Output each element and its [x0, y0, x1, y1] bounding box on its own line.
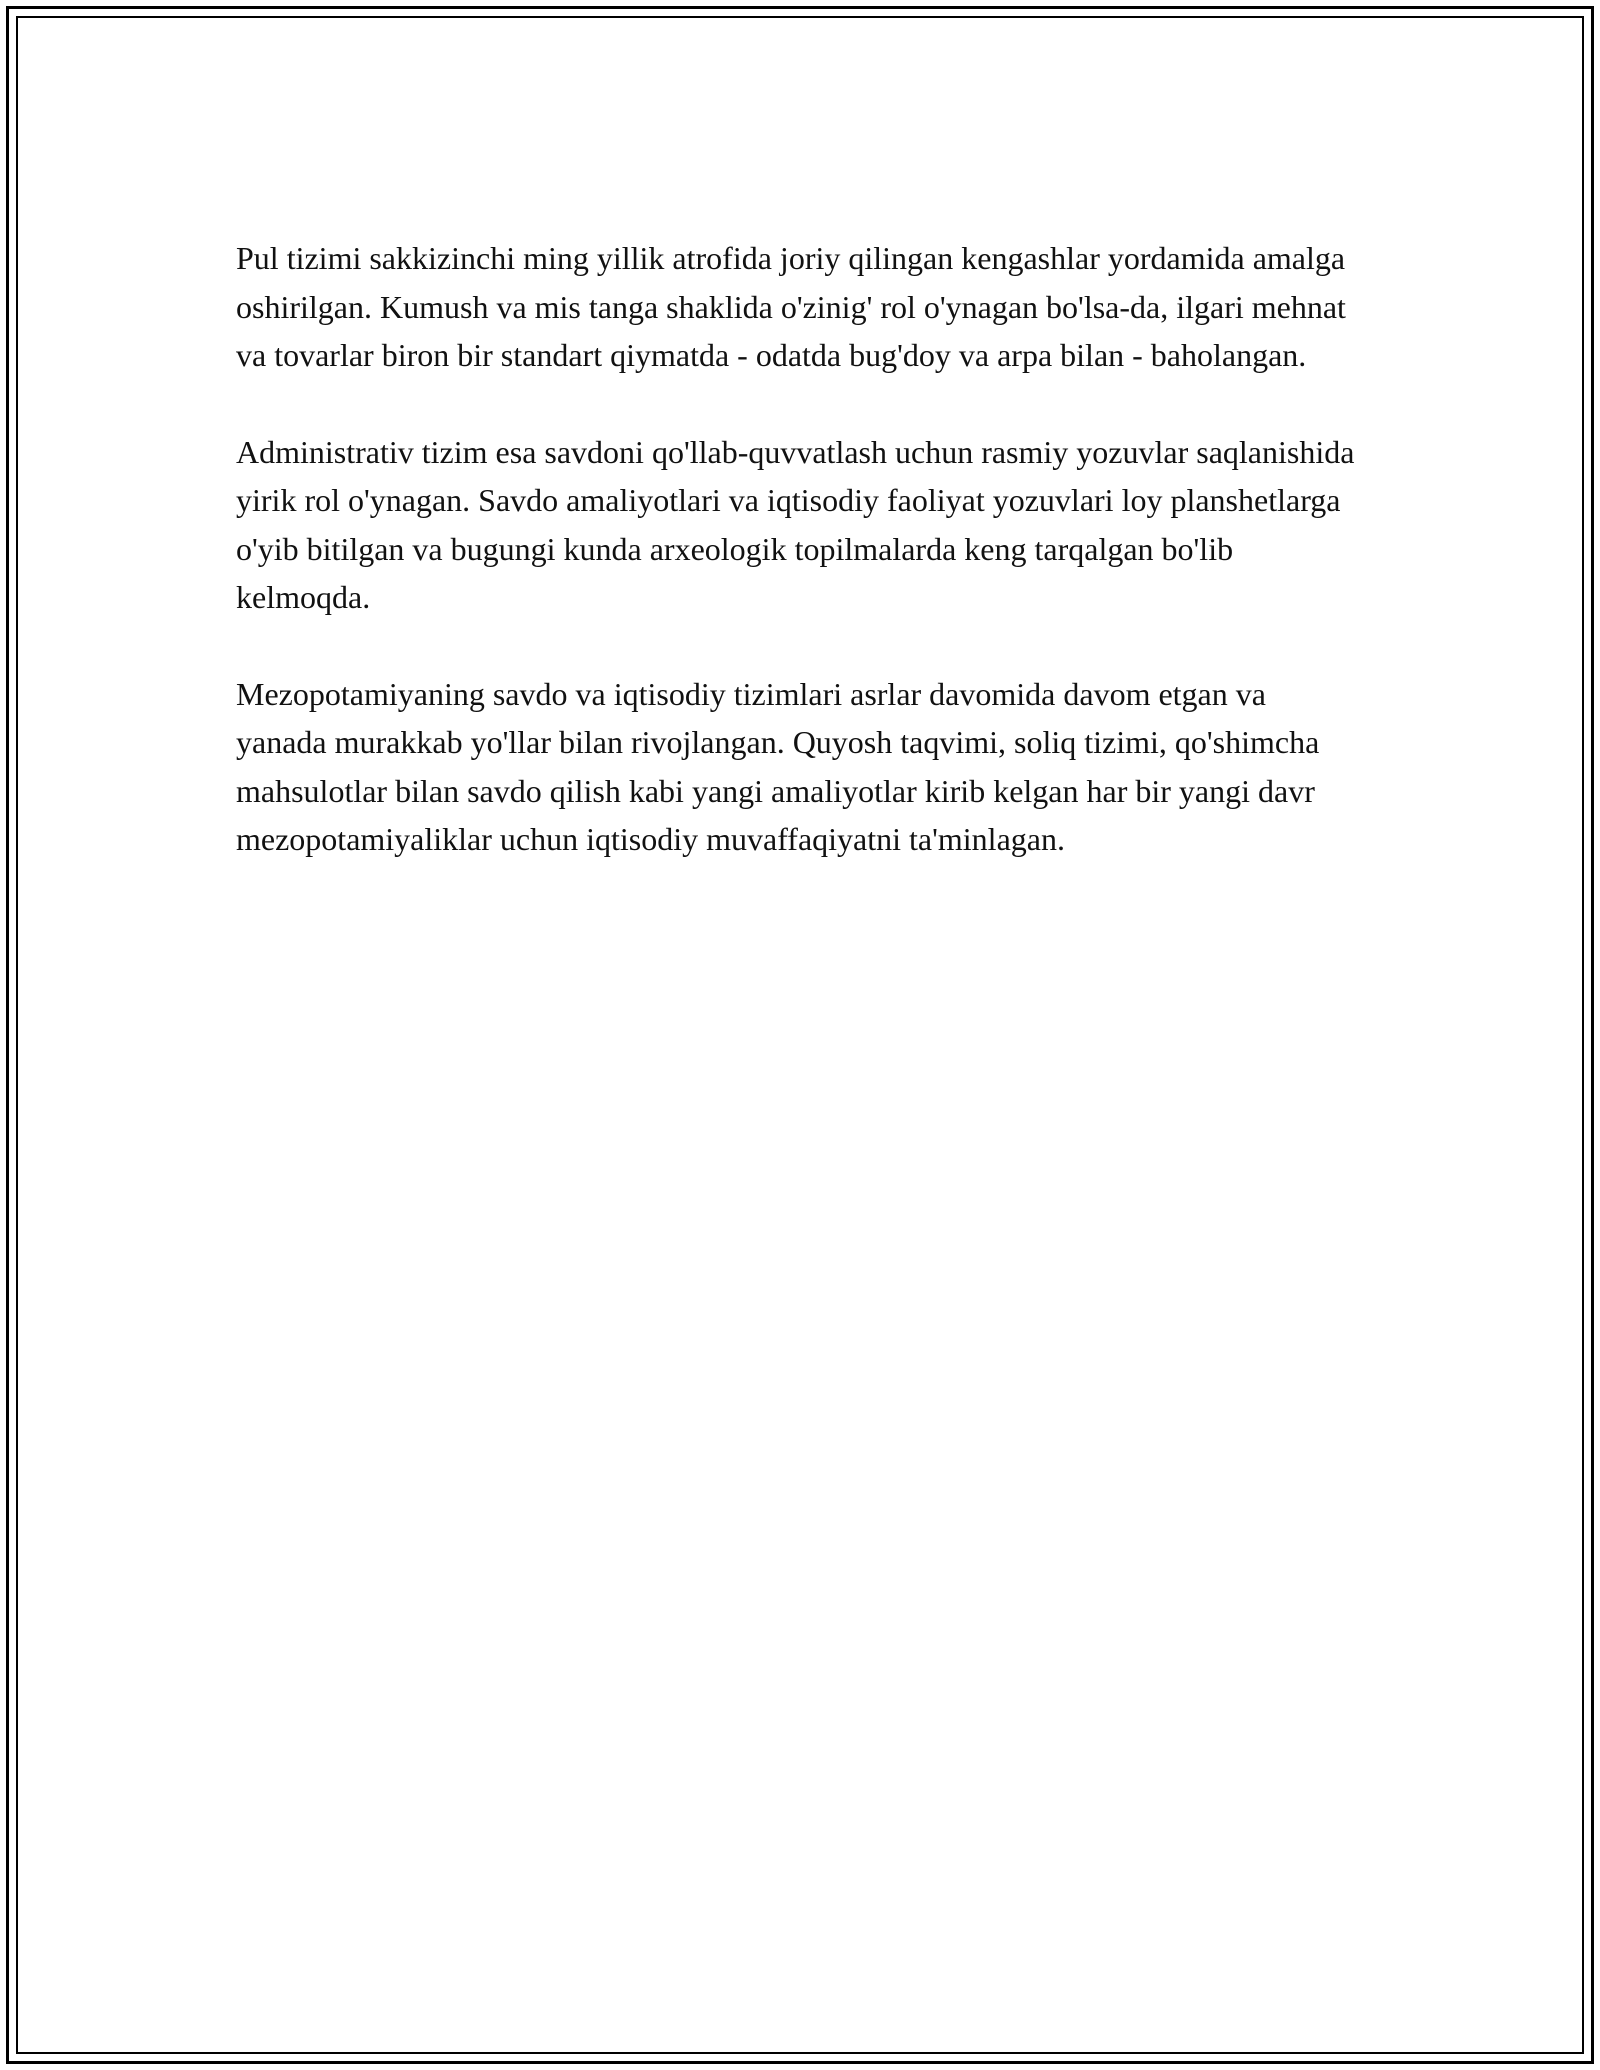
- document-body: [236, 234, 1356, 912]
- paragraph-2: Administrativ tizim esa savdoni qo'llab-quvvatlash uchun rasmiy yozuvlar saqlanishida yirik rol o'ynagan. Savdo amaliyotlari va iqtisodiy faoliyat yozuvlari loy planshetlarga o'yib bitilgan va bugungi kunda arxeologik topilmalarda keng tarqalgan bo'lib kelmoqda.: [236, 433, 1355, 615]
- paragraph-3: Mezopotamiyaning savdo va iqtisodiy tizimlari asrlar davomida davom etgan va yanada murakkab yo'llar bilan rivojlangan. Quyosh taqvimi, soliq tizimi, qo'shimcha mahsulotlar bilan savdo qilish kabi yangi amaliyotlar kirib kelgan har bir yangi davr mezopotamiyaliklar uchun iqtisodiy muvaffaqiyatni ta'minlagan.: [236, 675, 1320, 857]
- paragraph-1: Pul tizimi sakkizinchi ming yillik atrofida joriy qilingan kengashlar yordamida amalga oshirilgan. Kumush va mis tanga shaklida o'zinig' rol o'ynagan bo'lsa-da, ilgari mehnat va tovarlar biron bir standart qiymatda - odatda bug'doy va arpa bilan - baholangan.: [236, 240, 1346, 373]
